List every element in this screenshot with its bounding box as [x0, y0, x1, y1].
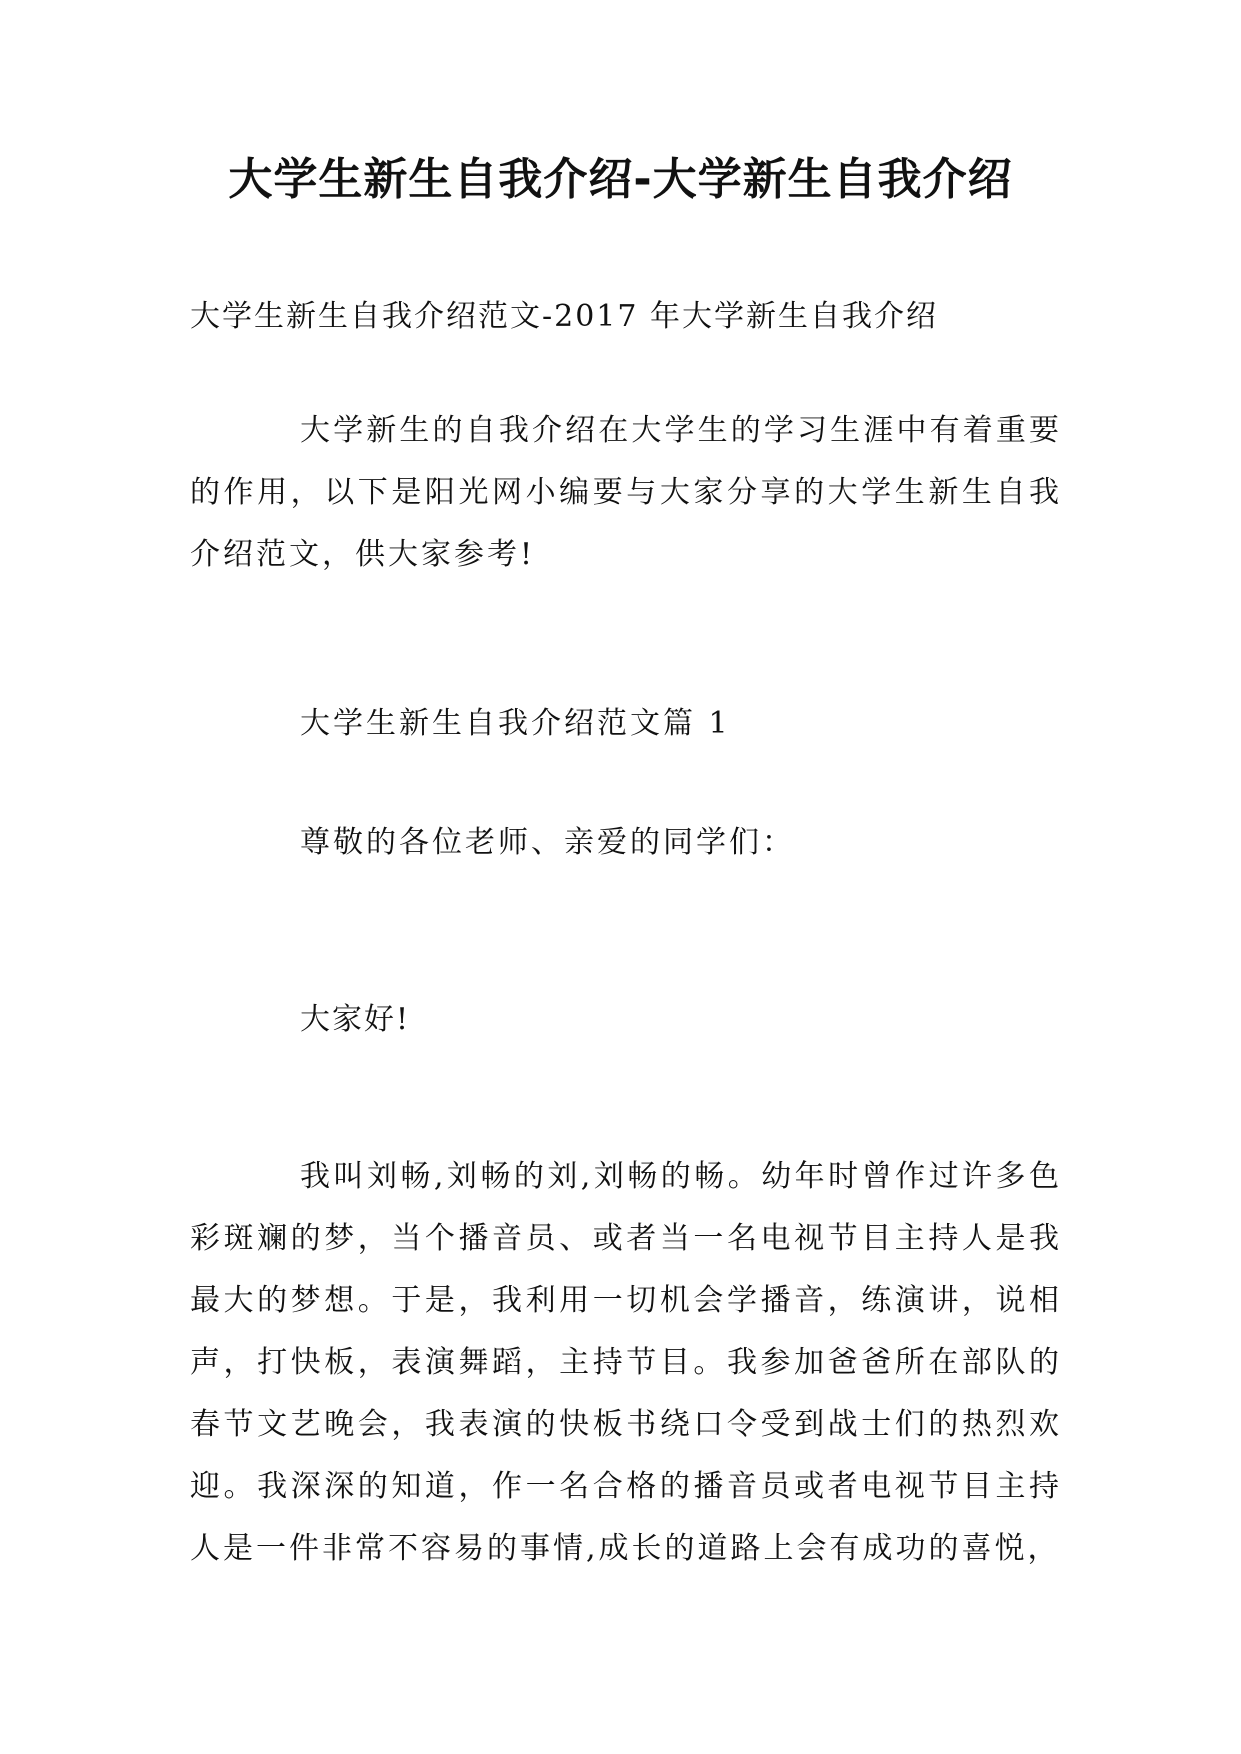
salutation-line: 尊敬的各位老师、亲爱的同学们： [300, 825, 795, 860]
intro-paragraph: 大学新生的自我介绍在大学生的学习生涯中有着重要的作用，以下是阳光网小编要与大家分享的大学生新生自我介绍范文，供大家参考! [190, 413, 1062, 572]
greeting-line: 大家好! [300, 1002, 411, 1037]
body-paragraph: 我叫刘畅,刘畅的刘,刘畅的畅。幼年时曾作过许多色彩斑斓的梦，当个播音员、或者当一名电视节目主持人是我最大的梦想。于是，我利用一切机会学播音，练演讲，说相声，打快板，表演舞蹈，主持节目。我参加爸爸所在部队的春节文艺晚会，我表演的快板书绕口令受到战士们的热烈欢迎。我深深的知道，作一名合格的播音员或者电视节目主持人是一件非常不容易的事情,成长的道路上会有成功的喜悦， [190, 1159, 1062, 1566]
section-heading: 大学生新生自我介绍范文篇 1 [300, 706, 731, 741]
document-title: 大学生新生自我介绍-大学新生自我介绍 [228, 154, 1013, 205]
document-subtitle: 大学生新生自我介绍范文-2017 年大学新生自我介绍 [190, 299, 939, 334]
